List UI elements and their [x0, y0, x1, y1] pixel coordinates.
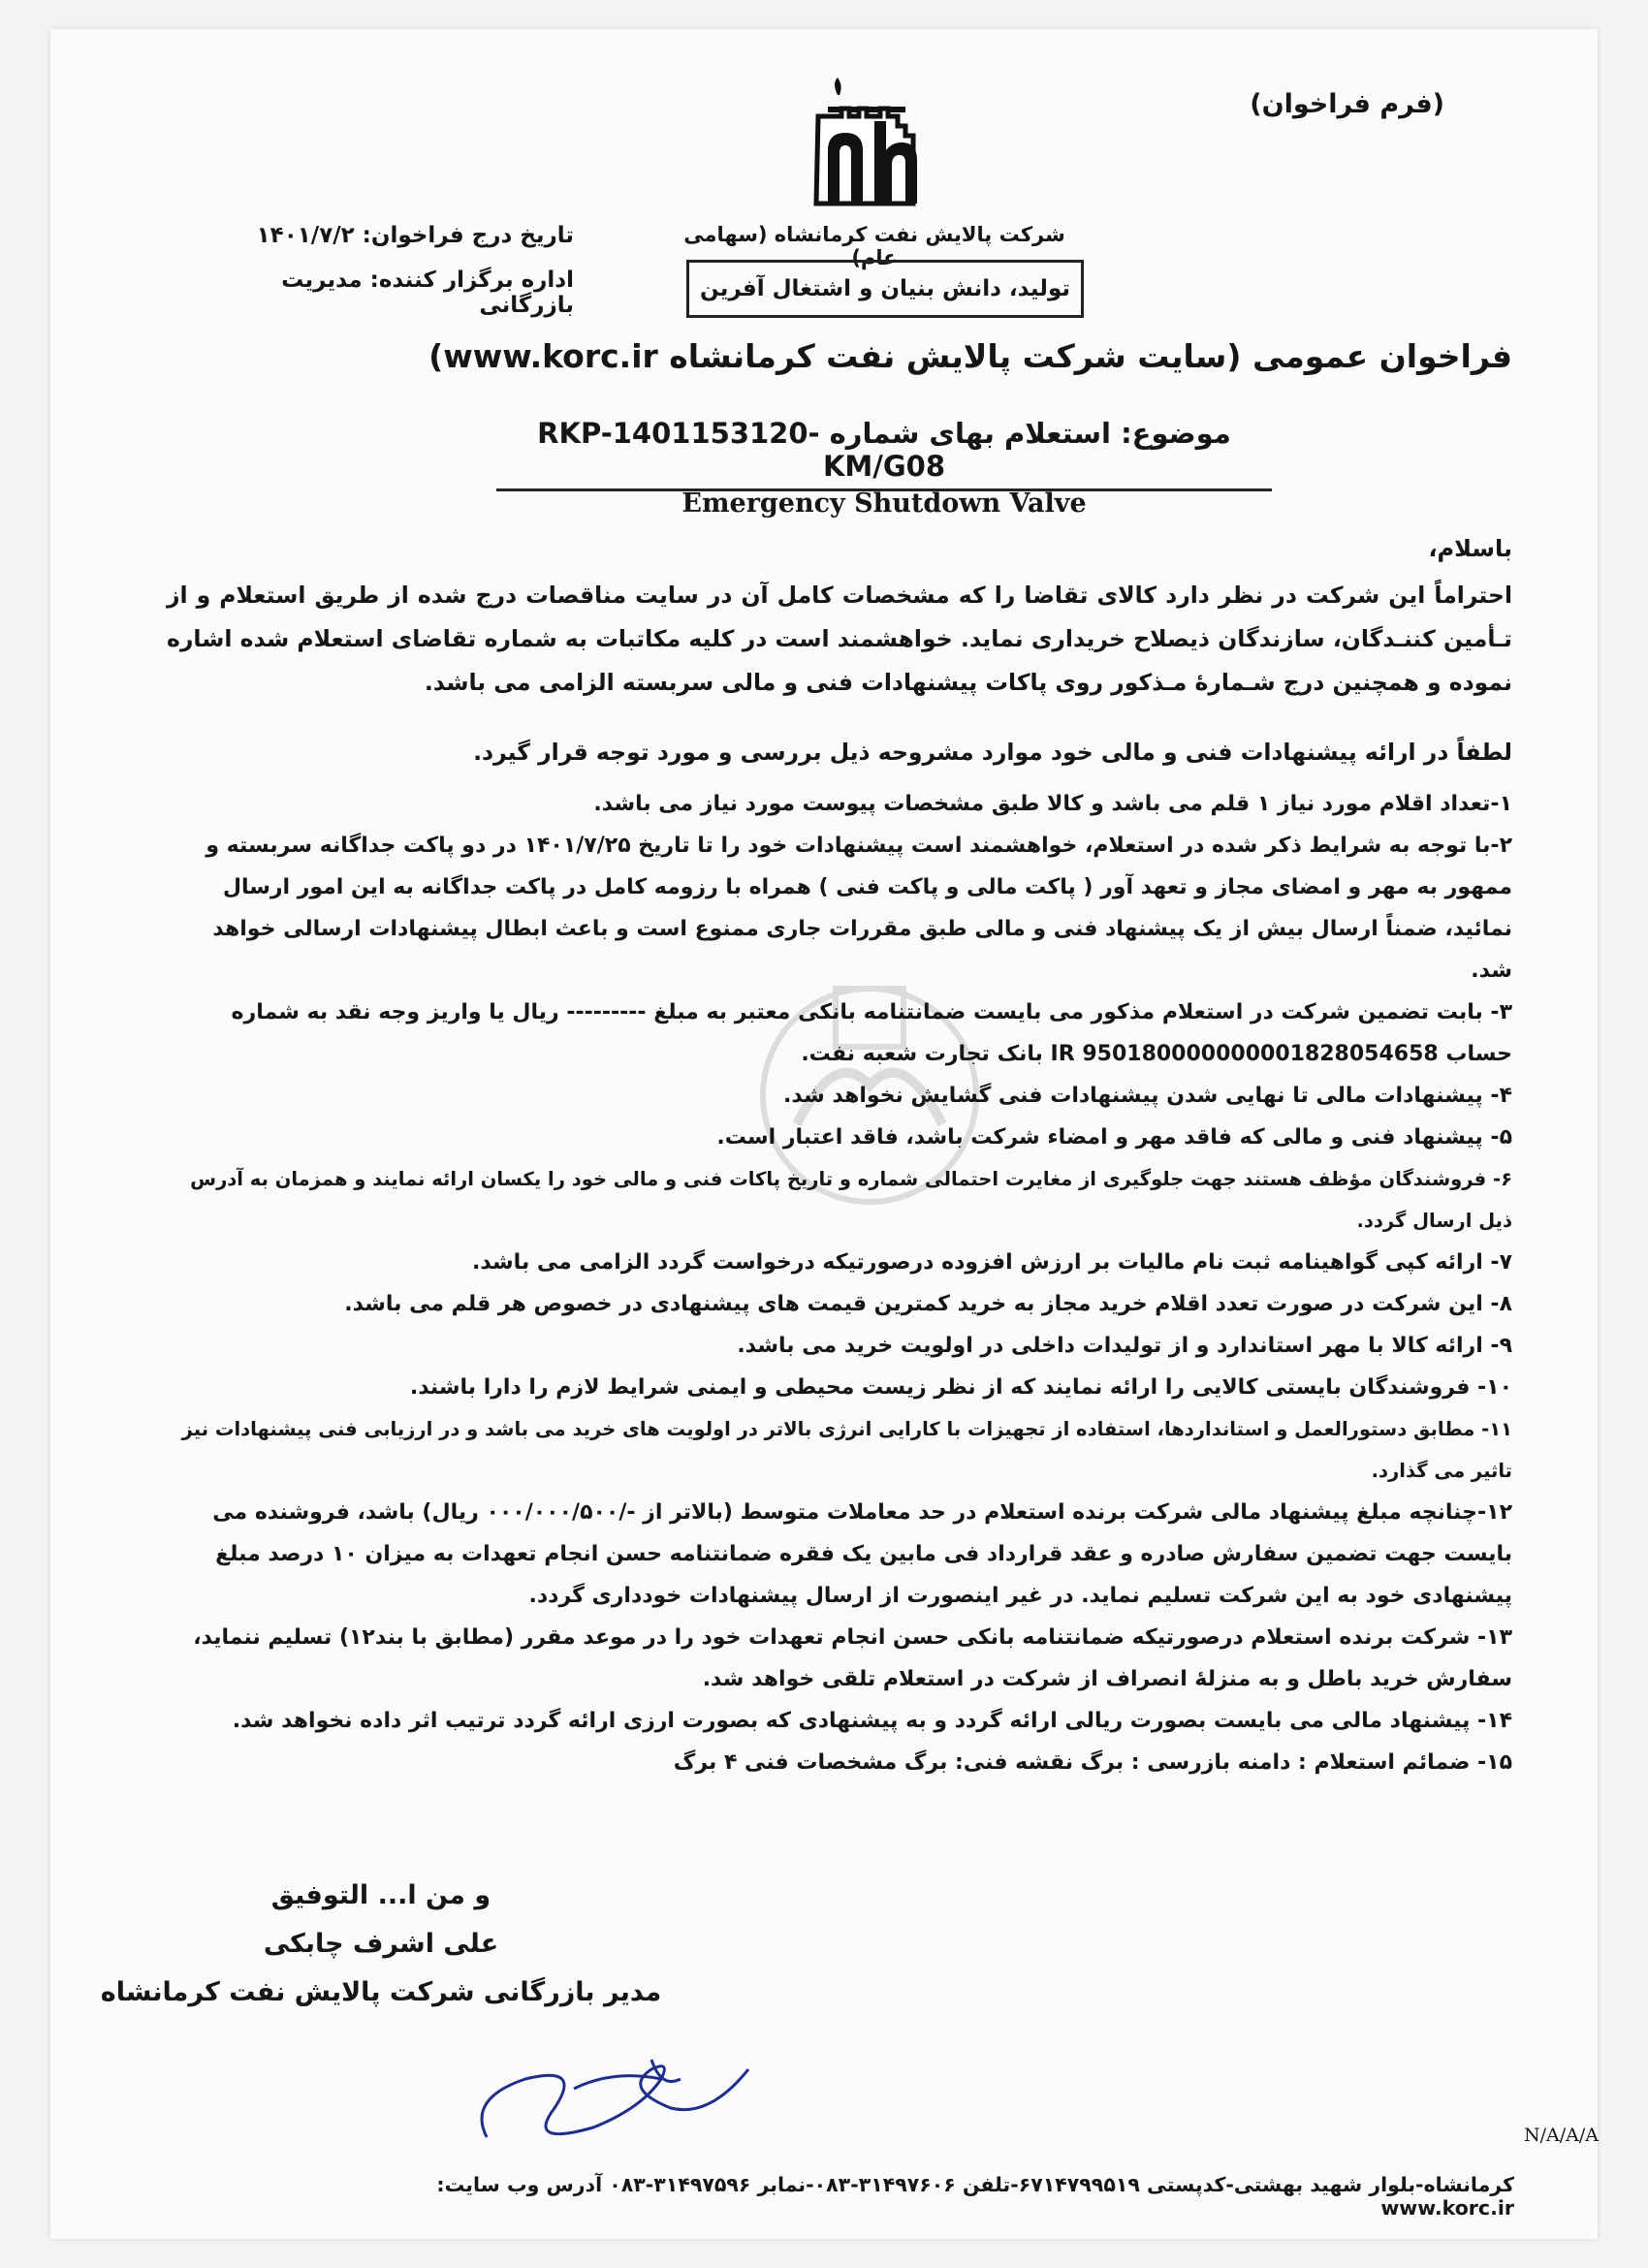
- intro-paragraph: احتراماً این شرکت در نظر دارد کالای تقاضا را که مشخصات کامل آن در سایت مناقصات درج شده از طریق استعلام و از تـأمین کننـدگان، سازندگان ذیصلاح خریداری نماید. خواهشمند است در کلیه مکاتبات به شماره تقاضای استعلام شده اشاره نموده و همچنین درج شـمارهٔ مـذکور روی پاکات پیشنهادات فنی و مالی سربسته الزامی می باشد.: [167, 582, 1512, 696]
- condition-item: ۱-تعداد اقلام مورد نیاز ۱ قلم می باشد و کالا طبق مشخصات پیوست مورد نیاز می باشد.: [593, 792, 1512, 816]
- footer-address: کرمانشاه-بلوار شهید بهشتی-کدپستی ۶۷۱۴۷۹۹۵۱۹-تلفن ۳۱۴۹۷۶۰۶-۰۸۳-نمابر ۳۱۴۹۷۵۹۶-۰۸۳ آدرس وب سایت: www.korc.ir: [436, 2173, 1514, 2220]
- conditions-list: [167, 783, 1512, 1783]
- condition-item: ۴- پیشنهادات مالی تا نهایی شدن پیشنهادات فنی گشایش نخواهد شد.: [783, 1084, 1512, 1108]
- condition-item: ۲-با توجه به شرایط ذکر شده در استعلام، خواهشمند است پیشنهادات خود را تا تاریخ ۱۴۰۱/۷/۲۵ در دو پاکت جداگانه سربسته و ممهور به مهر و امضای مجاز و تعهد آور ( پاکت مالی و پاکت فنی ) همراه با رزومه کامل در پاکت جداگانه به این امور ارسال نمائید، ضمناً ارسال بیش از یک پیشنهاد فنی و مالی طبق مقررات جاری ممنوع است و باعث ابطال پیشنهادات ارسالی خواهد شد.: [206, 834, 1512, 983]
- item-subtitle: Emergency Shutdown Valve: [681, 488, 1087, 519]
- condition-item: ۶- فروشندگان مؤظف هستند جهت جلوگیری از مغایرت احتمالی شماره و تاریخ پاکات فنی و مالی خود را یکسان ارائه نمایند و همزمان به آدرس ذیل ارسال گردد.: [190, 1168, 1512, 1232]
- condition-item: ۵- پیشنهاد فنی و مالی که فاقد مهر و امضاء شرکت باشد، فاقد اعتبار است.: [716, 1125, 1512, 1150]
- handwritten-signature: [458, 2031, 768, 2176]
- condition-item: ۹- ارائه کالا با مهر استاندارد و از تولیدات داخلی در اولویت خرید می باشد.: [737, 1334, 1512, 1358]
- condition-item: ۱۰- فروشندگان بایستی کالایی را ارائه نمایند که از نظر زیست محیطی و ایمنی شرایط لازم را دارا باشند.: [409, 1375, 1512, 1400]
- closing-phrase: و من ا... التوفیق: [270, 1880, 491, 1910]
- signatory-name: علی اشرف چابکی: [263, 1929, 499, 1959]
- document-title: فراخوان عمومی (سایت شرکت پالایش نفت کرمانشاه www.korc.ir): [428, 337, 1512, 375]
- slogan-box: تولید، دانش بنیان و اشتغال آفرین: [686, 260, 1084, 318]
- reference-code: N/A/A/A: [1524, 2125, 1599, 2146]
- condition-item: ۱۵- ضمائم استعلام : دامنه بازرسی : برگ نقشه فنی: برگ مشخصات فنی ۴ برگ: [673, 1750, 1512, 1775]
- note-line: لطفاً در ارائه پیشنهادات فنی و مالی خود موارد مشروحه ذیل بررسی و مورد توجه قرار گیرد.: [473, 739, 1512, 766]
- greeting: باسلام،: [1428, 535, 1512, 562]
- form-type-label: (فرم فراخوان): [1250, 89, 1444, 119]
- condition-item: ۳- بابت تضمین شرکت در استعلام مذکور می بایست ضمانتنامه بانکی معتبر به مبلغ --------- ریال یا واریز وجه نقد به شماره حساب IR 950180000000001828054658 بانک تجارت شعبه نفت.: [231, 1000, 1512, 1066]
- condition-item: ۱۱- مطابق دستورالعمل و استانداردها، استفاده از تجهیزات با کارایی انرژی بالاتر در اولویت های خرید می باشد و در ارزیابی فنی پیشنهادات نیز تاثیر می گذارد.: [181, 1418, 1512, 1482]
- subject-line: موضوع: استعلام بهای شماره RKP-1401153120-KM/G08: [496, 417, 1272, 491]
- company-logo: [799, 78, 944, 223]
- announcement-date: تاریخ درج فراخوان: ۱۴۰۱/۷/۲: [256, 223, 574, 248]
- condition-item: ۱۳- شرکت برنده استعلام درصورتیکه ضمانتنامه بانکی حسن انجام تعهدات خود را در موعد مقرر (مطابق با بند۱۲) تسلیم ننماید، سفارش خرید باطل و به منزلهٔ انصراف از شرکت در استعلام تلقی خواهد شد.: [193, 1625, 1512, 1691]
- organizing-department: اداره برگزار کننده: مدیریت بازرگانی: [281, 268, 574, 318]
- signatory-position: مدیر بازرگانی شرکت پالایش نفت کرمانشاه: [100, 1977, 662, 2007]
- condition-item: ۱۲-چنانچه مبلغ پیشنهاد مالی شرکت برنده استعلام در حد معاملات متوسط (بالاتر از -/۰۰۰/۰۰۰/۵۰۰ ریال) باشد، فروشنده می بایست جهت تضمین سفارش صادره و عقد قرارداد فی مابین یک فقره ضمانتنامه حسن انجام تعهدات به میزان ۱۰ درصد مبلغ پیشنهادی خود به این شرکت تسلیم نماید. در غیر اینصورت از ارسال پیشنهادات خودداری گردد.: [212, 1500, 1512, 1608]
- condition-item: ۷- ارائه کپی گواهینامه ثبت نام مالیات بر ارزش افزوده درصورتیکه درخواست گردد الزامی می باشد.: [471, 1250, 1512, 1275]
- document-page: [50, 29, 1598, 2239]
- condition-item: ۸- این شرکت در صورت تعدد اقلام خرید مجاز به خرید کمترین قیمت های پیشنهادی در خصوص هر قلم می باشد.: [344, 1292, 1512, 1316]
- company-name: شرکت پالایش نفت کرمانشاه (سهامی عام): [683, 223, 1065, 269]
- condition-item: ۱۴- پیشنهاد مالی می بایست بصورت ریالی ارائه گردد و به پیشنهادی که بصورت ارزی ارائه گردد ترتیب اثر داده نخواهد شد.: [232, 1709, 1512, 1733]
